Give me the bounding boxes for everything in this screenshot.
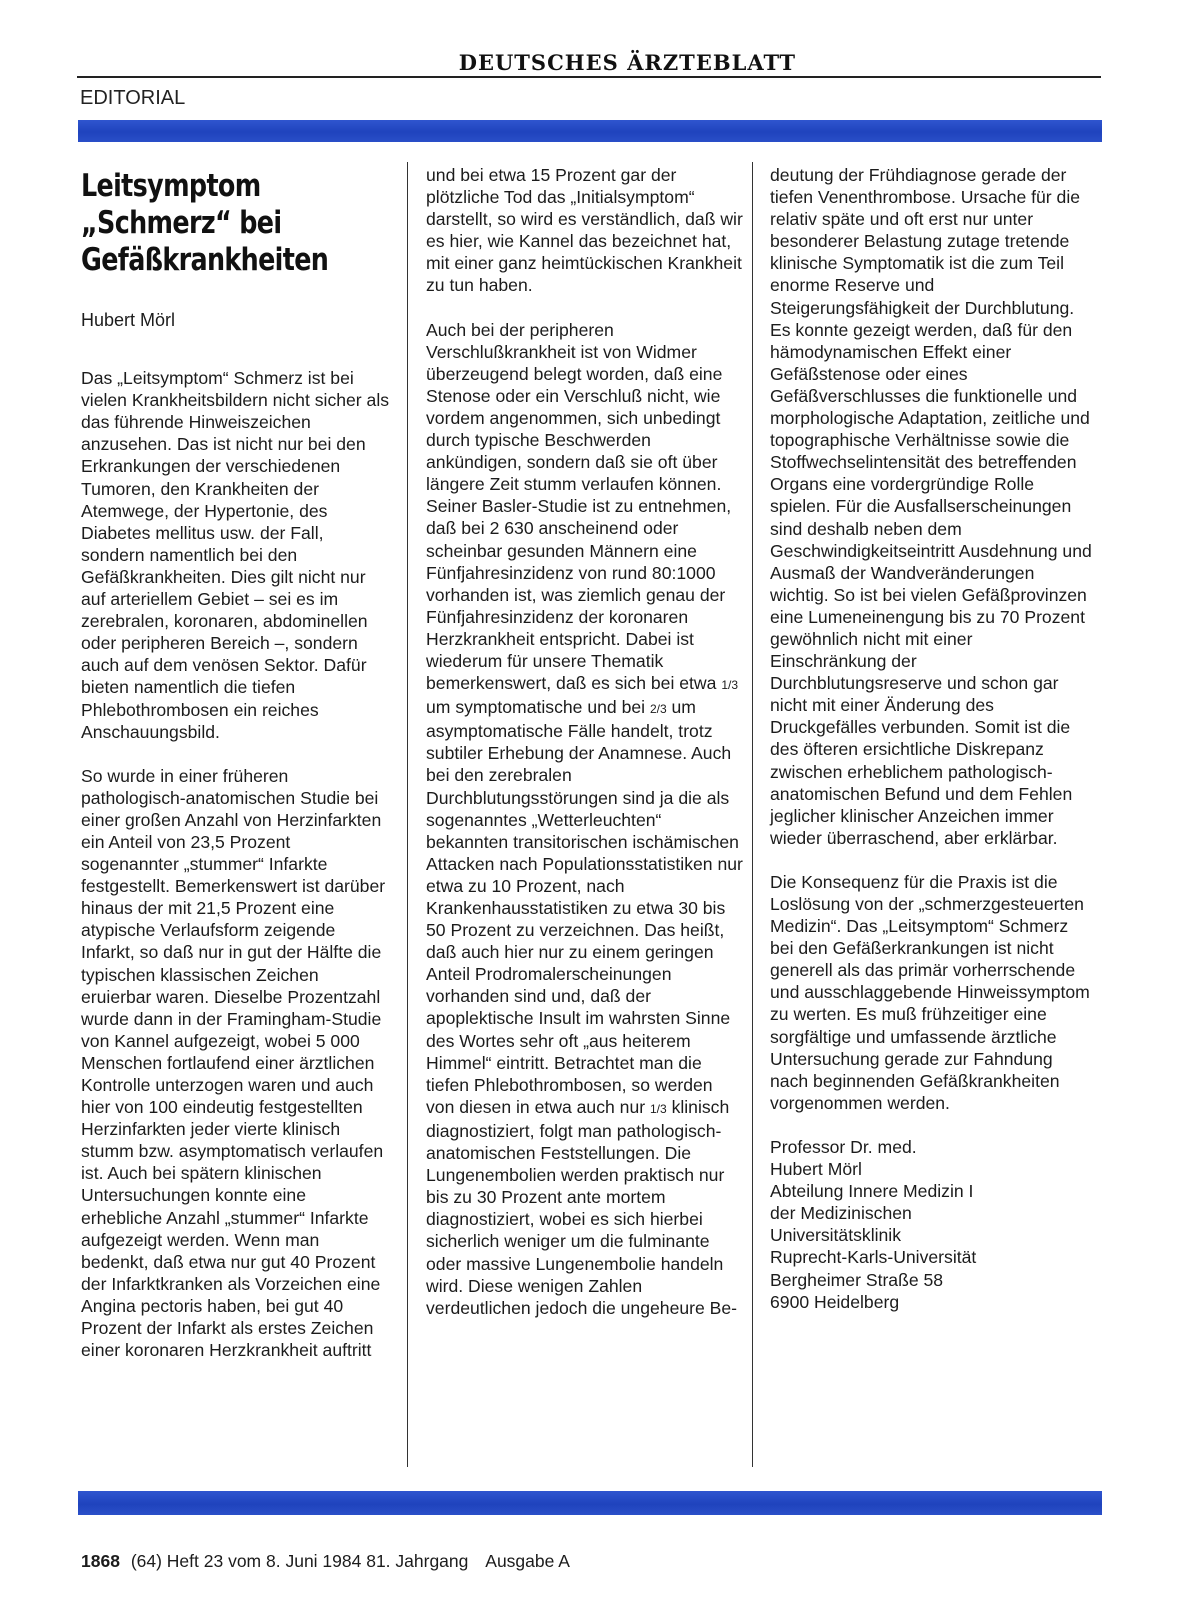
address-line: Bergheimer Straße 58 <box>770 1269 944 1290</box>
masthead-title: DEUTSCHES ÄRZTEBLATT <box>458 50 796 75</box>
paragraph: So wurde in einer früheren pathologisch-anatomischen Studie bei einer großen Anzahl von Herzinfarkten ein Anteil von 23,5 Prozent sogenannter „stummer“ Infarkte festgestellt. Bemerkenswert ist darüber hinaus der mit 21,5 Prozent eine atypische Verlaufsform zeigende Infarkt, so daß nur in gut der Hälfte die typischen klassischen Zeichen eruierbar waren. Dieselbe Prozentzahl wurde dann in der Framingham-Studie von Kannel aufgezeigt, wobei 5 000 Menschen fortlaufend einer ärztlichen Kontrolle unterzogen waren und auch hier von 100 eindeutig festgestellten Herzinfarkten jeder vierte klinisch stumm bzw. asymptomatisch verlaufen ist. Auch bei spätern klinischen Untersuchungen konnte eine erhebliche Anzahl „stummer“ Infarkte aufgezeigt werden. Wenn man bedenkt, daß etwa nur gut 40 Prozent der Infarktkranken als Vorzeichen eine Angina pectoris haben, bei gut 40 Prozent der Infarkt als erstes Zeichen einer koronaren Herzkrankheit auftritt <box>81 765 386 1361</box>
paragraph: deutung der Frühdiagnose gerade der tiefen Venenthrombose. Ursache für die relativ späte und oft erst nur unter besonderer Belastung zutage tretende klinische Symptomatik ist die zum Teil enorme Reserve und Steigerungsfähigkeit der Durchblutung. Es konnte gezeigt werden, daß für den hämodynamischen Effekt einer Gefäßstenose oder eines Gefäßverschlusses die funktionelle und morphologische Adaptation, zeitliche und topographische Verhältnisse sowie die Stoffwechselintensität des betreffenden Organs eine vordergründige Rolle spielen. Für die Ausfallserscheinungen sind deshalb neben dem Geschwindigkeitseintritt Ausdehnung und Ausmaß der Wandveränderungen wichtig. So ist bei vielen Gefäßprovinzen eine Lumeneinengung bis zu 70 Prozent gewöhnlich nicht mit einer Einschränkung der Durchblutungsreserve und schon gar nicht mit einer Änderung des Druckgefälles verbunden. Somit ist die des öfteren ersichtliche Diskrepanz zwischen erheblichem pathologisch-anatomischen Befund und dem Fehlen jeglicher klinischer Anzeichen immer wieder überraschend, aber erklärbar. <box>770 165 1092 848</box>
top-color-bar <box>78 120 1102 142</box>
page-footer <box>81 1551 570 1572</box>
edition-label: Ausgabe A <box>485 1551 570 1571</box>
address-line: Professor Dr. med. <box>770 1136 917 1157</box>
address-line: Abteilung Innere Medizin I <box>770 1181 974 1202</box>
column-3 <box>770 164 1092 1313</box>
column-rule-2 <box>752 162 753 1467</box>
section-label: EDITORIAL <box>80 87 186 109</box>
address-line: Hubert Mörl <box>770 1159 862 1180</box>
masthead <box>77 50 1101 78</box>
address-line: Universitätsklinik <box>770 1225 902 1246</box>
column-1 <box>81 164 391 1361</box>
address-line: Ruprecht-Karls-Universität <box>770 1247 977 1268</box>
paragraph: Die Konsequenz für die Praxis ist die Loslösung von der „schmerzgesteuerten Medizin“. Das „Leitsymptom“ Schmerz bei den Gefäßerkrankungen ist nicht generell als das primär vorherrschende und ausschlaggebende Hinweissymptom zu werten. Es muß frühzeitiger eine sorgfältige und umfassende ärztliche Untersuchung gerade zur Fahndung nach beginnenden Gefäßkrankheiten vorgenommen werden. <box>770 871 1090 1113</box>
author-address <box>770 1136 1092 1313</box>
column-rule-1 <box>407 162 408 1467</box>
page-number: 1868 <box>81 1551 120 1571</box>
bottom-color-bar <box>78 1491 1102 1515</box>
paragraph: Auch bei der peripheren Verschlußkrankheit ist von Widmer überzeugend belegt worden, daß eine Stenose oder ein Verschluß nicht, wie vordem angenommen, sich unbedingt durch typische Beschwerden ankündigen, sondern daß sie oft über längere Zeit stumm verlaufen können. Seiner Basler-Studie ist zu entnehmen, daß bei 2 630 anscheinend oder scheinbar gesunden Männern eine Fünfjahresinzidenz von rund 80:1000 vorhanden ist, was ziemlich genau der Fünfjahresinzidenz der koronaren Herzkrankheit entspricht. Dabei ist wiederum für unsere Thematik bemerkenswert, daß es sich bei etwa 1/3 um symptomatische und bei 2/3 um asymptomatische Fälle handelt, trotz subtiler Erhebung der Anamnese. Auch bei den zerebralen Durchblutungsstörungen sind ja die als sogenanntes „Wetterleuchten“ bekannten transitorischen ischämischen Attacken nach Populationsstatistiken nur etwa zu 10 Prozent, nach Krankenhausstatistiken zu etwa 30 bis 50 Prozent zu verzeichnen. Das heißt, daß auch hier nur zu einem geringen Anteil Prodromalerscheinungen vorhanden sind und, daß der apoplektische Insult im wahrsten Sinne des Wortes sehr oft „aus heiterem Himmel“ eintritt. Betrachtet man die tiefen Phlebothrombosen, so werden von diesen in etwa auch nur 1/3 klinisch diagnostiziert, folgt man pathologisch-anatomischen Feststellungen. Die Lungenembolien werden praktisch nur bis zu 30 Prozent ante mortem diagnostiziert, wobei es sich hierbei sicherlich weniger um die fulminante oder massive Lungenembolie handeln wird. Diese wenigen Zahlen verdeutlichen jedoch die ungeheure Be- <box>426 319 743 1318</box>
fraction-two-thirds: 2/3 <box>649 702 667 717</box>
column-2 <box>426 164 744 1319</box>
article-author: Hubert Mörl <box>81 310 176 330</box>
article-title: Leitsymptom „Schmerz“ bei Gefäßkrankheiten <box>81 168 329 278</box>
issue-info: (64) Heft 23 vom 8. Juni 1984 81. Jahrgang <box>130 1551 469 1571</box>
address-line: 6900 Heidelberg <box>770 1291 900 1312</box>
paragraph: Das „Leitsymptom“ Schmerz ist bei vielen Krankheitsbildern nicht sicher als das führende Hinweiszeichen anzusehen. Das ist nicht nur bei den Erkrankungen der verschiedenen Tumoren, den Krankheiten der Atemwege, der Hypertonie, des Diabetes mellitus usw. der Fall, sondern namentlich bei den Gefäßkrankheiten. Dies gilt nicht nur auf arteriellem Gebiet – sei es im zerebralen, koronaren, abdominellen oder peripheren Bereich –, sondern auch auf dem venösen Sektor. Dafür bieten namentlich die tiefen Phlebothrombosen ein reiches Anschauungsbild. <box>81 368 390 742</box>
fraction-one-third: 1/3 <box>721 678 739 693</box>
paragraph: und bei etwa 15 Prozent gar der plötzliche Tod das „Initialsymptom“ darstellt, so wird es verständlich, daß wir es hier, wie Kannel das bezeichnet hat, mit einer ganz heimtückischen Krankheit zu tun haben. <box>426 165 743 296</box>
fraction-one-third: 1/3 <box>649 1101 667 1116</box>
address-line: der Medizinischen <box>770 1203 912 1224</box>
